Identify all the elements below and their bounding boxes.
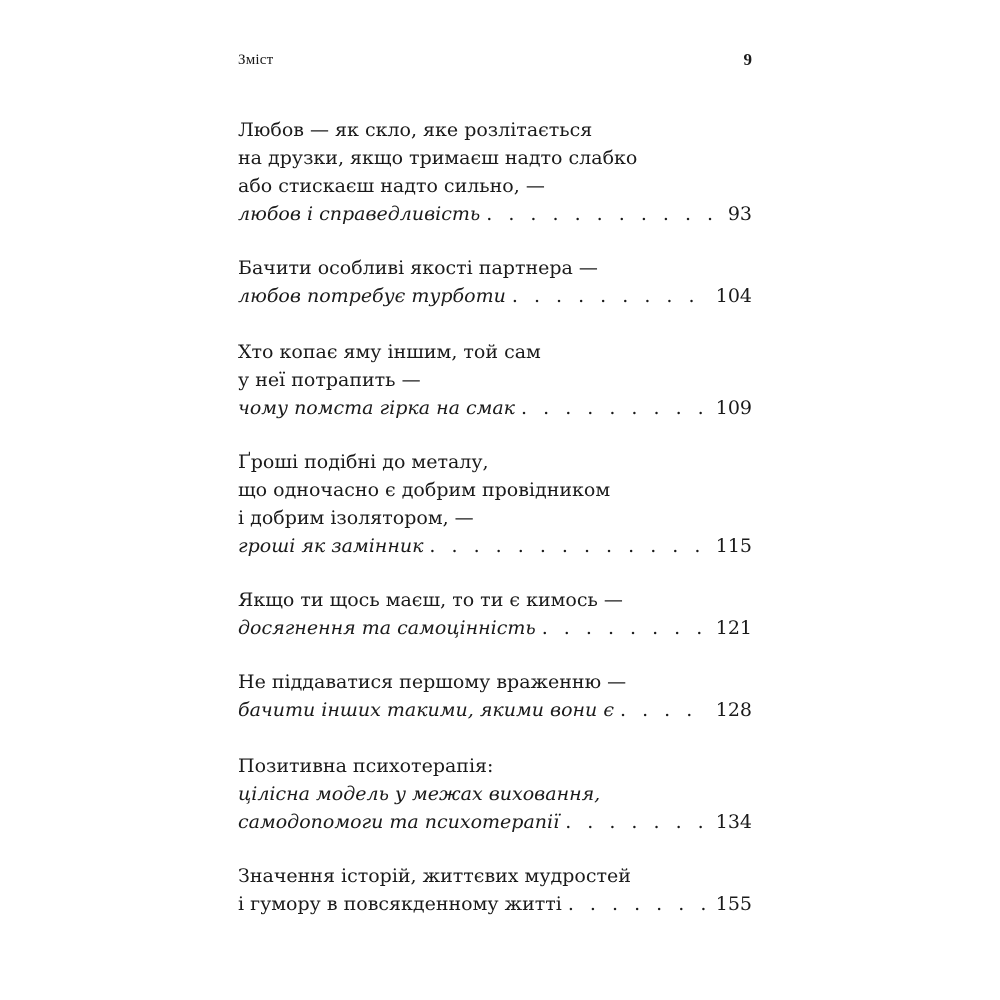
entry-subtitle: чому помста гірка на смак bbox=[238, 397, 516, 419]
dot-leader bbox=[565, 808, 710, 836]
dot-leader bbox=[512, 282, 710, 310]
toc-entry bbox=[238, 338, 752, 422]
section-title: Зміст bbox=[238, 52, 274, 68]
toc-leader-row[interactable] bbox=[238, 200, 752, 228]
entry-title-line: Ґроші подібні до металу, bbox=[238, 451, 489, 473]
entry-page-number: 128 bbox=[715, 699, 752, 721]
toc-entry bbox=[238, 752, 752, 836]
entry-subtitle: любов і справедливість bbox=[238, 203, 481, 225]
toc-leader-row[interactable] bbox=[238, 532, 752, 560]
toc-entry bbox=[238, 586, 752, 642]
toc-leader-row[interactable] bbox=[238, 890, 752, 918]
entry-title-line: Якщо ти щось маєш, то ти є кимось — bbox=[238, 589, 623, 611]
entry-subtitle: досягнення та самоцінність bbox=[238, 617, 536, 639]
toc-leader-row[interactable] bbox=[238, 394, 752, 422]
entry-title-line: Бачити особливі якості партнера — bbox=[238, 257, 598, 279]
entry-page-number: 134 bbox=[715, 811, 752, 833]
entry-title-line: на друзки, якщо тримаєш надто слабко bbox=[238, 147, 638, 169]
dot-leader bbox=[429, 532, 709, 560]
entry-page-number: 115 bbox=[715, 535, 752, 557]
toc-leader-row[interactable] bbox=[238, 614, 752, 642]
entry-page-number: 93 bbox=[727, 203, 752, 225]
entry-title-line: Позитивна психотерапія: bbox=[238, 755, 494, 777]
toc-entry bbox=[238, 116, 752, 228]
entry-subtitle: гроші як замінник bbox=[238, 535, 424, 557]
toc-entry bbox=[238, 862, 752, 918]
toc-leader-row[interactable] bbox=[238, 696, 752, 724]
dot-leader bbox=[521, 394, 710, 422]
entry-title-line: Не піддаватися першому враженню — bbox=[238, 671, 627, 693]
entry-page-number: 109 bbox=[715, 397, 752, 419]
entry-title-line: Хто копає яму іншим, той сам bbox=[238, 341, 541, 363]
toc-leader-row[interactable] bbox=[238, 282, 752, 310]
entry-title-line: Любов — як скло, яке розлітається bbox=[238, 119, 593, 141]
dot-leader bbox=[542, 614, 710, 642]
entry-page-number: 121 bbox=[715, 617, 752, 639]
entry-subtitle: любов потребує турботи bbox=[238, 285, 506, 307]
entry-page-number: 155 bbox=[715, 893, 752, 915]
dot-leader bbox=[620, 696, 710, 724]
dot-leader bbox=[568, 890, 710, 918]
entry-title-line: і добрим ізолятором, — bbox=[238, 507, 474, 529]
toc-leader-row[interactable] bbox=[238, 808, 752, 836]
toc-entry bbox=[238, 448, 752, 560]
page-number: 9 bbox=[743, 50, 752, 69]
toc-entry bbox=[238, 254, 752, 310]
entry-subtitle: бачити інших такими, якими вони є bbox=[238, 699, 614, 721]
entry-subtitle: самодопомоги та психотерапії bbox=[238, 811, 560, 833]
toc-entry bbox=[238, 668, 752, 724]
entry-page-number: 104 bbox=[715, 285, 752, 307]
dot-leader bbox=[486, 200, 722, 228]
entry-title-line: і гумору в повсякденному житті bbox=[238, 893, 562, 915]
entry-title-line: у неї потрапить — bbox=[238, 369, 421, 391]
entry-title-line: що одночасно є добрим провідником bbox=[238, 479, 611, 501]
entry-title-line: або стискаєш надто сильно, — bbox=[238, 175, 545, 197]
entry-title-line: Значення історій, життєвих мудростей bbox=[238, 865, 631, 887]
entry-subtitle-line: цілісна модель у межах виховання, bbox=[238, 783, 601, 805]
